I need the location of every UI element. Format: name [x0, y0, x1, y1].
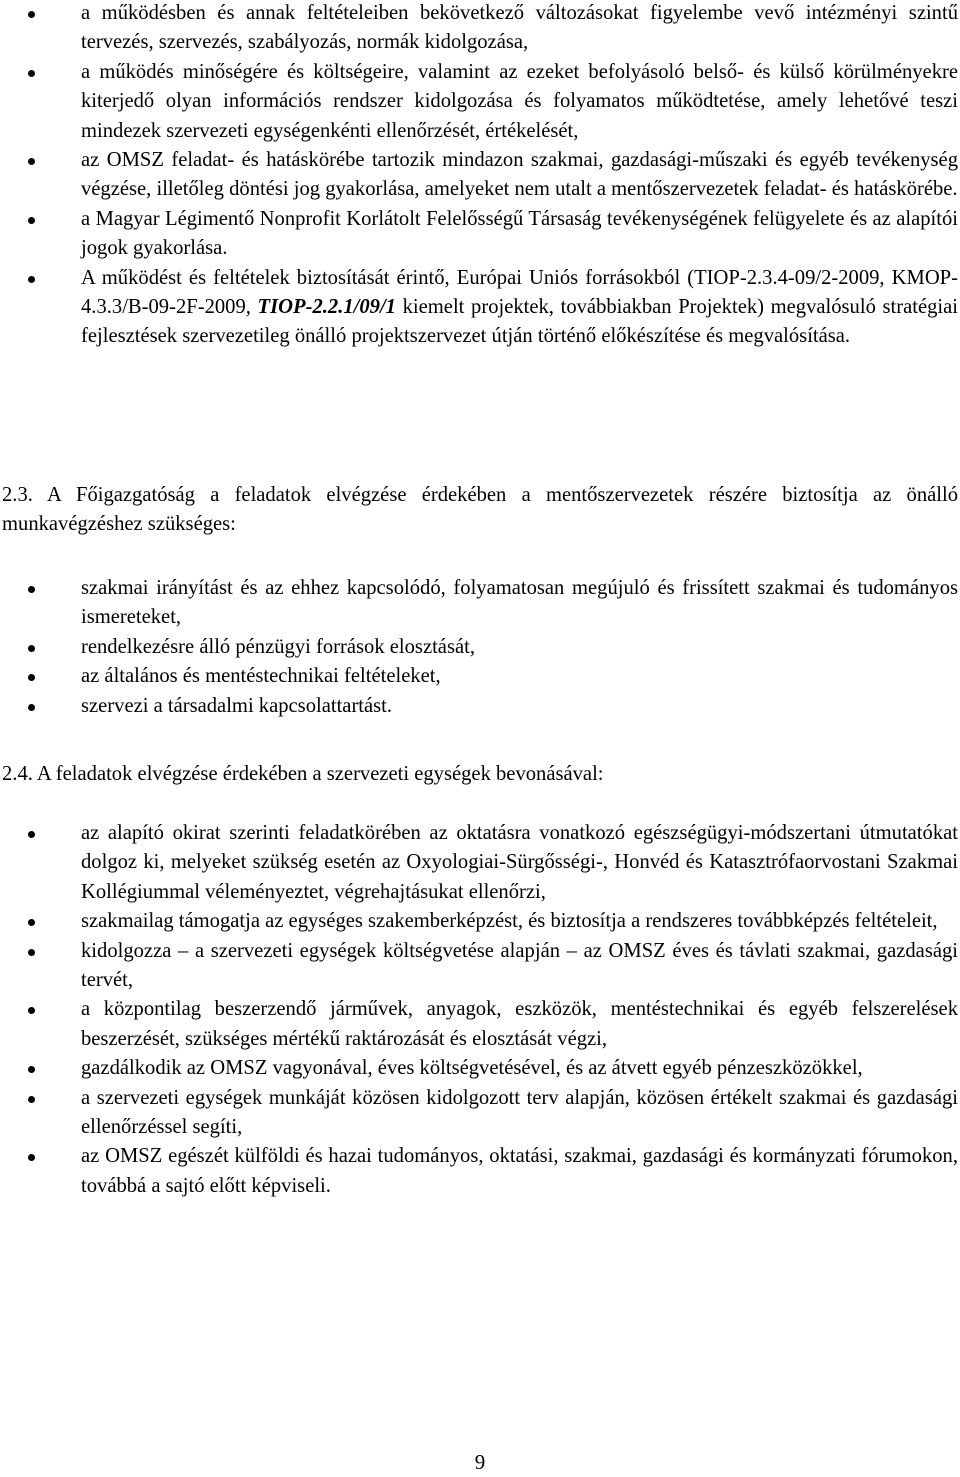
list-item-text: az OMSZ egészét külföldi és hazai tudományos, oktatási, szakmai, gazdasági és kormányzati fórumokon, továbbá a sajtó előtt képviseli.: [81, 1145, 958, 1197]
project-code-emphasis: TIOP-2.2.1/09/1: [257, 296, 396, 319]
bullet-icon: [28, 586, 35, 593]
bullet-icon: [28, 217, 35, 224]
bullet-icon: [28, 11, 35, 18]
list-item-text: szakmailag támogatja az egységes szakemberképzést, és biztosítja a rendszeres továbbképzés feltételeit,: [81, 910, 938, 933]
section-2-3-heading: 2.3. A Főigazgatóság a feladatok elvégzése érdekében a mentőszervezetek részére biztosítja az önálló munkavégzéshez szükséges:: [2, 484, 958, 536]
section-2-4-heading: 2.4. A feladatok elvégzése érdekében a szervezeti egységek bevonásával:: [2, 763, 604, 785]
section-2-4-bullet-list: [0, 819, 960, 1201]
list-item: [0, 205, 960, 264]
bullet-icon: [28, 674, 35, 681]
list-item-text: a Magyar Légimentő Nonprofit Korlátolt Felelősségű Társaság tevékenységének felügyelete és az alapítói jogok gyakorlása.: [81, 207, 958, 260]
bullet-icon: [28, 919, 35, 926]
list-item-text: [81, 264, 958, 352]
list-item-text: a központilag beszerzendő járművek, anyagok, eszközök, mentéstechnikai és egyéb felszerelések beszerzését, szükséges mértékű raktározását és elosztását végzi,: [81, 998, 958, 1050]
bullet-icon: [28, 645, 35, 652]
bullet-icon: [28, 831, 35, 838]
list-item-text: a szervezeti egységek munkáját közösen kidolgozott terv alapján, közösen értékelt szakmai és gazdasági ellenőrzéssel segíti,: [81, 1086, 958, 1139]
bullet-icon: [28, 1007, 35, 1014]
bullet-icon: [28, 1096, 35, 1103]
list-item-text-end: kiemelt projektek, továbbiakban Projektek) megvalósuló stratégiai fejlesztések szervezetileg önálló projektszervezet útján történő előkészítése és megvalósítása.: [81, 296, 958, 348]
list-item-text: az OMSZ feladat- és hatáskörébe tartozik mindazon szakmai, gazdasági-műszaki és egyéb tevékenység végzése, illetőleg döntési jog gyakorlása, amelyeket nem utalt a mentőszervezetek feladat- és hatáskörébe.: [81, 149, 958, 201]
bullet-icon: [28, 704, 35, 711]
top-bullet-list: [0, 0, 960, 352]
list-item: [0, 1054, 960, 1083]
list-item: [0, 264, 960, 352]
list-item: [0, 633, 960, 662]
list-item-text: az alapító okirat szerinti feladatkörében az oktatásra vonatkozó egészségügyi-módszertani útmutatókat dolgoz ki, melyeket szükség esetén az Oxyologiai-Sürgősségi-, Honvéd és Katasztrófaorvostani Szakmai Kollégiummal véleményeztet, végrehajtásukat ellenőrzi,: [81, 822, 958, 903]
section-2-3-bullet-list: [0, 574, 960, 721]
bullet-icon: [28, 276, 35, 283]
list-item-text: a működésben és annak feltételeiben bekövetkező változásokat figyelembe vevő intézményi szintű tervezés, szervezés, szabályozás, normák kidolgozása,: [81, 2, 958, 54]
bullet-icon: [28, 1066, 35, 1073]
list-item-text: szervezi a társadalmi kapcsolattartást.: [81, 694, 393, 717]
list-item-text-start: A működést és feltételek biztosítását érintő, Európai Uniós forrásokból (TIOP-2.3.4-09/2-2009, KMOP-4.3.3/B-09-2F-2009,: [81, 266, 958, 319]
list-item: [0, 0, 960, 58]
bullet-icon: [28, 70, 35, 77]
list-item: [0, 146, 960, 205]
list-item: [0, 937, 960, 996]
list-item: [0, 907, 960, 936]
list-item: [0, 662, 960, 691]
list-item: [0, 1084, 960, 1143]
bullet-icon: [28, 158, 35, 165]
page-number: 9: [474, 1450, 486, 1474]
list-item: [0, 574, 960, 633]
bullet-icon: [28, 1154, 35, 1161]
list-item-text: az általános és mentéstechnikai feltételeket,: [81, 665, 441, 688]
list-item: [0, 692, 960, 721]
bullet-icon: [28, 949, 35, 956]
list-item-text: kidolgozza – a szervezeti egységek költségvetése alapján – az OMSZ éves és távlati szakmai, gazdasági tervét,: [81, 939, 958, 992]
list-item: [0, 1142, 960, 1201]
list-item: [0, 58, 960, 146]
list-item: [0, 995, 960, 1054]
list-item-text: a működés minőségére és költségeire, valamint az ezeket befolyásoló belső- és külső körülményekre kiterjedő olyan információs rendszer kidolgozása és folyamatos működtetése, amely lehetővé teszi mindezek szervezeti egységenkénti ellenőrzését, értékelését,: [81, 60, 958, 142]
list-item-text: szakmai irányítást és az ehhez kapcsolódó, folyamatosan megújuló és frissített szakmai és tudományos ismereteket,: [81, 577, 958, 629]
list-item: [0, 819, 960, 907]
list-item-text: gazdálkodik az OMSZ vagyonával, éves költségvetésével, és az átvett egyéb pénzeszközökkel,: [81, 1057, 863, 1080]
list-item-text: rendelkezésre álló pénzügyi források elosztását,: [81, 635, 475, 658]
